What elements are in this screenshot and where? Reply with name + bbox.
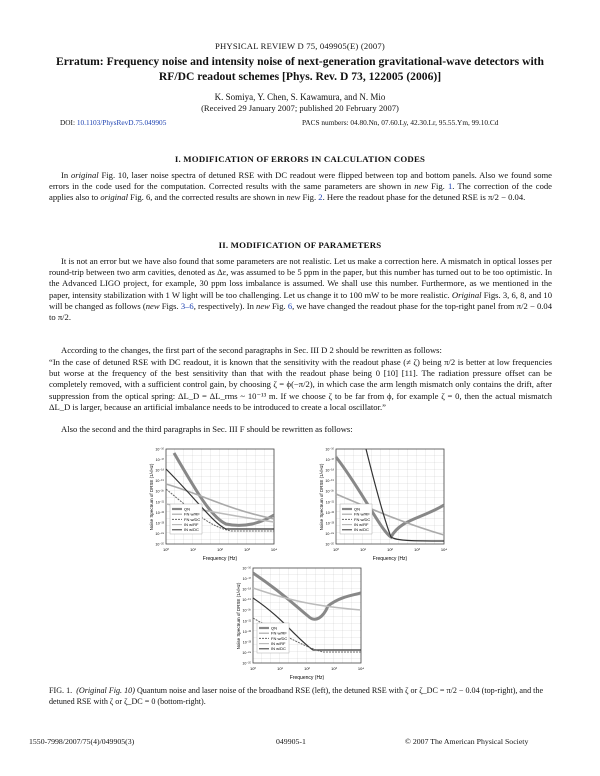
y-tick-label: 10⁻²³ <box>242 640 251 645</box>
received-dates: (Received 29 January 2007; published 20 February 2007) <box>201 103 399 113</box>
section-1-paragraph: In original Fig. 10, laser noise spectra of detuned RSE with DC readout were flipped between top and bottom panels. Also we found some errors in the code used for the computation. Corrected results with the same parameters are shown in new Fig. 1. The correction of the code applies also to original Fig. 6, and the corrected results are shown in new Fig. 2. Here the readout phase for the detuned RSE is π/2 − 0.04. <box>49 170 553 203</box>
y-tick-label: 10⁻²⁵ <box>325 542 334 547</box>
authors: K. Somiya, Y. Chen, S. Kawamura, and N. Mio <box>214 92 386 102</box>
legend-label: QN <box>354 506 360 512</box>
y-tick-label: 10⁻¹⁹ <box>242 598 251 603</box>
legend-label: QN <box>271 625 277 631</box>
legend-label: FN w/RF <box>271 630 287 636</box>
panel-detuned-rse-top-right <box>319 448 447 563</box>
x-tick-label: 10¹ <box>360 547 366 552</box>
x-tick-label: 10⁰ <box>332 547 340 552</box>
y-tick-label: 10⁻¹⁸ <box>325 468 334 473</box>
y-tick-label: 10⁻²¹ <box>155 500 164 505</box>
y-tick-label: 10⁻¹⁸ <box>155 468 164 473</box>
section-2-paragraph-1: It is not an error but we have also found that some parameters are not realistic. Let us make a correction here. A mismatch in optical losses per round-trip between two arm cavities, denoted as Δε, was assumed to be 5 ppm in the paper, but this number has turned out to be too optimistic. In the Advanced LIGO project, for example, 30 ppm loss imbalance is assumed. We shall use this number. Furthermore, as we mentioned in the paper, intensity stabilization with 1 W light will be too challenging. Let us change it to 100 mW to be more realistic. Original Figs. 3, 6, 8, and 10 will be changed as follows (new Figs. 3–6, respectively). In new Fig. 6, we have changed the readout phase for the top-right panel from π/2 − 0.04 to π/2. <box>49 256 552 323</box>
section-2-paragraph-3: Also the second and the third paragraphs in Sec. III F should be rewritten as follows: <box>61 424 353 434</box>
y-tick-label: 10⁻²² <box>242 629 251 634</box>
x-tick-label: 10² <box>387 547 393 552</box>
y-tick-label: 10⁻²³ <box>155 521 164 526</box>
legend-label: IN w/DC <box>271 646 286 652</box>
legend-label: FN w/RF <box>184 511 200 517</box>
y-tick-label: 10⁻¹⁶ <box>325 447 334 452</box>
x-tick-label: 10³ <box>331 666 337 671</box>
x-tick-label: 10³ <box>244 547 250 552</box>
legend-label: IN w/RF <box>354 522 369 527</box>
y-tick-label: 10⁻¹⁶ <box>242 566 251 571</box>
figure-1 <box>148 443 463 680</box>
x-axis-label: Frequency (Hz) <box>202 556 238 562</box>
y-tick-label: 10⁻¹⁹ <box>155 479 164 484</box>
section-1-heading: I. MODIFICATION OF ERRORS IN CALCULATION CODES <box>174 154 426 164</box>
figure-caption: FIG. 1. (Original Fig. 10) Quantum noise and laser noise of the broadband RSE (left), the detuned RSE with ζ or ζ_DC = π/2 − 0.04 (top-right), and the detuned RSE with ζ or ζ_DC = 0 (bottom-right). <box>49 686 544 706</box>
doi-label: DOI: <box>60 118 75 127</box>
figs-3-6-ref[interactable]: 3–6 <box>180 300 194 311</box>
x-tick-label: 10¹ <box>277 666 283 671</box>
legend-label: FN w/DC <box>271 635 288 641</box>
y-tick-label: 10⁻¹⁹ <box>325 479 334 484</box>
x-tick-label: 10⁴ <box>440 547 448 552</box>
y-tick-label: 10⁻¹⁷ <box>155 458 164 463</box>
y-tick-label: 10⁻²⁰ <box>242 608 251 613</box>
article-title: Erratum: Frequency noise and intensity noise of next-generation gravitational-wave detectors with RF/DC readout schemes [Phys. Rev. D 73, 122005 (2006)] <box>56 55 544 83</box>
y-tick-label: 10⁻²⁴ <box>155 531 164 536</box>
legend-label: IN w/RF <box>184 522 199 527</box>
legend-label: FN w/RF <box>354 511 370 517</box>
section-2-quote: “In the case of detuned RSE with DC readout, it is known that the sensitivity with the readout phase (≠ ζ) being π/2 is better at low frequencies but worse at the frequency of the best sensitivity than that with the readout phase being 0 [10] [11]. The radiation pressure offset can be completely removed, with a sufficient control gain, by choosing ζ = ϕ(−π/2), in which case the arm length mismatch only contains the drift, after suppression from the optical spring: ΔL_D = ΔL_rms ~ 10⁻¹³ m. If we choose ζ to be far from ϕ, for example ζ = 0, then the actual mismatch ΔL_D is larger, because an artificial imbalance needs to be introduced to create a local oscillator.” <box>49 357 552 412</box>
svg-text:Noise Spectrum of DRSE (1/√Hz): Noise Spectrum of DRSE (1/√Hz) <box>236 582 241 650</box>
x-tick-label: 10² <box>217 547 223 552</box>
fig-2-ref[interactable]: 2 <box>318 192 323 203</box>
footer-center: 049905-1 <box>276 737 306 746</box>
y-tick-label: 10⁻²² <box>325 510 334 515</box>
fig-1-ref[interactable]: 1 <box>447 181 453 192</box>
y-tick-label: 10⁻²⁵ <box>155 542 164 547</box>
y-tick-label: 10⁻²⁰ <box>325 489 334 494</box>
legend-label: QN <box>184 506 190 512</box>
legend-label: IN w/DC <box>354 527 369 533</box>
y-tick-label: 10⁻¹⁸ <box>242 587 251 592</box>
panel-broadband-rse <box>149 448 277 563</box>
section-2-heading: II. MODIFICATION OF PARAMETERS <box>218 240 382 250</box>
doi-link[interactable]: 10.1103/PhysRevD.75.049905 <box>76 118 167 127</box>
legend-label: FN w/DC <box>184 516 201 522</box>
y-tick-label: 10⁻¹⁶ <box>155 447 164 452</box>
svg-text:Frequency (Hz): Frequency (Hz) <box>372 556 408 562</box>
y-tick-label: 10⁻²¹ <box>325 500 334 505</box>
y-tick-label: 10⁻²⁴ <box>325 531 334 536</box>
legend-label: IN w/RF <box>271 641 286 646</box>
y-tick-label: 10⁻²³ <box>325 521 334 526</box>
y-tick-label: 10⁻²⁵ <box>242 661 251 666</box>
legend-label: FN w/DC <box>354 516 371 522</box>
footer-left: 1550-7998/2007/75(4)/049905(3) <box>29 737 135 746</box>
y-tick-label: 10⁻²² <box>155 510 164 515</box>
y-tick-label: 10⁻¹⁷ <box>242 577 251 582</box>
y-axis-label: Noise Spectrum of DRSE (1/√Hz) <box>149 463 154 531</box>
svg-text:Noise Spectrum of DRSE (1/√Hz): Noise Spectrum of DRSE (1/√Hz) <box>319 463 324 531</box>
doi <box>60 118 166 127</box>
y-tick-label: 10⁻²⁰ <box>155 489 164 494</box>
y-tick-label: 10⁻²⁴ <box>242 650 251 655</box>
x-tick-label: 10⁰ <box>249 666 257 671</box>
x-tick-label: 10⁴ <box>270 547 278 552</box>
pacs-numbers: PACS numbers: 04.80.Nn, 07.60.Ly, 42.30.Lr, 95.55.Ym, 99.10.Cd <box>302 118 499 127</box>
x-tick-label: 10³ <box>414 547 420 552</box>
fig-6-ref[interactable]: 6 <box>287 300 293 311</box>
svg-text:Frequency (Hz): Frequency (Hz) <box>289 675 325 680</box>
footer-right: © 2007 The American Physical Society <box>405 737 529 746</box>
legend-label: IN w/DC <box>184 527 199 533</box>
x-tick-label: 10⁰ <box>162 547 170 552</box>
x-tick-label: 10² <box>304 666 310 671</box>
x-tick-label: 10¹ <box>190 547 196 552</box>
section-2-paragraph-2: According to the changes, the first part of the second paragraphs in Sec. III D 2 should be rewritten as follows: <box>61 345 442 355</box>
y-tick-label: 10⁻²¹ <box>242 619 251 624</box>
panel-detuned-rse-bottom <box>236 567 364 681</box>
journal-header: PHYSICAL REVIEW D 75, 049905(E) (2007) <box>215 41 385 51</box>
x-tick-label: 10⁴ <box>357 666 365 671</box>
y-tick-label: 10⁻¹⁷ <box>325 458 334 463</box>
